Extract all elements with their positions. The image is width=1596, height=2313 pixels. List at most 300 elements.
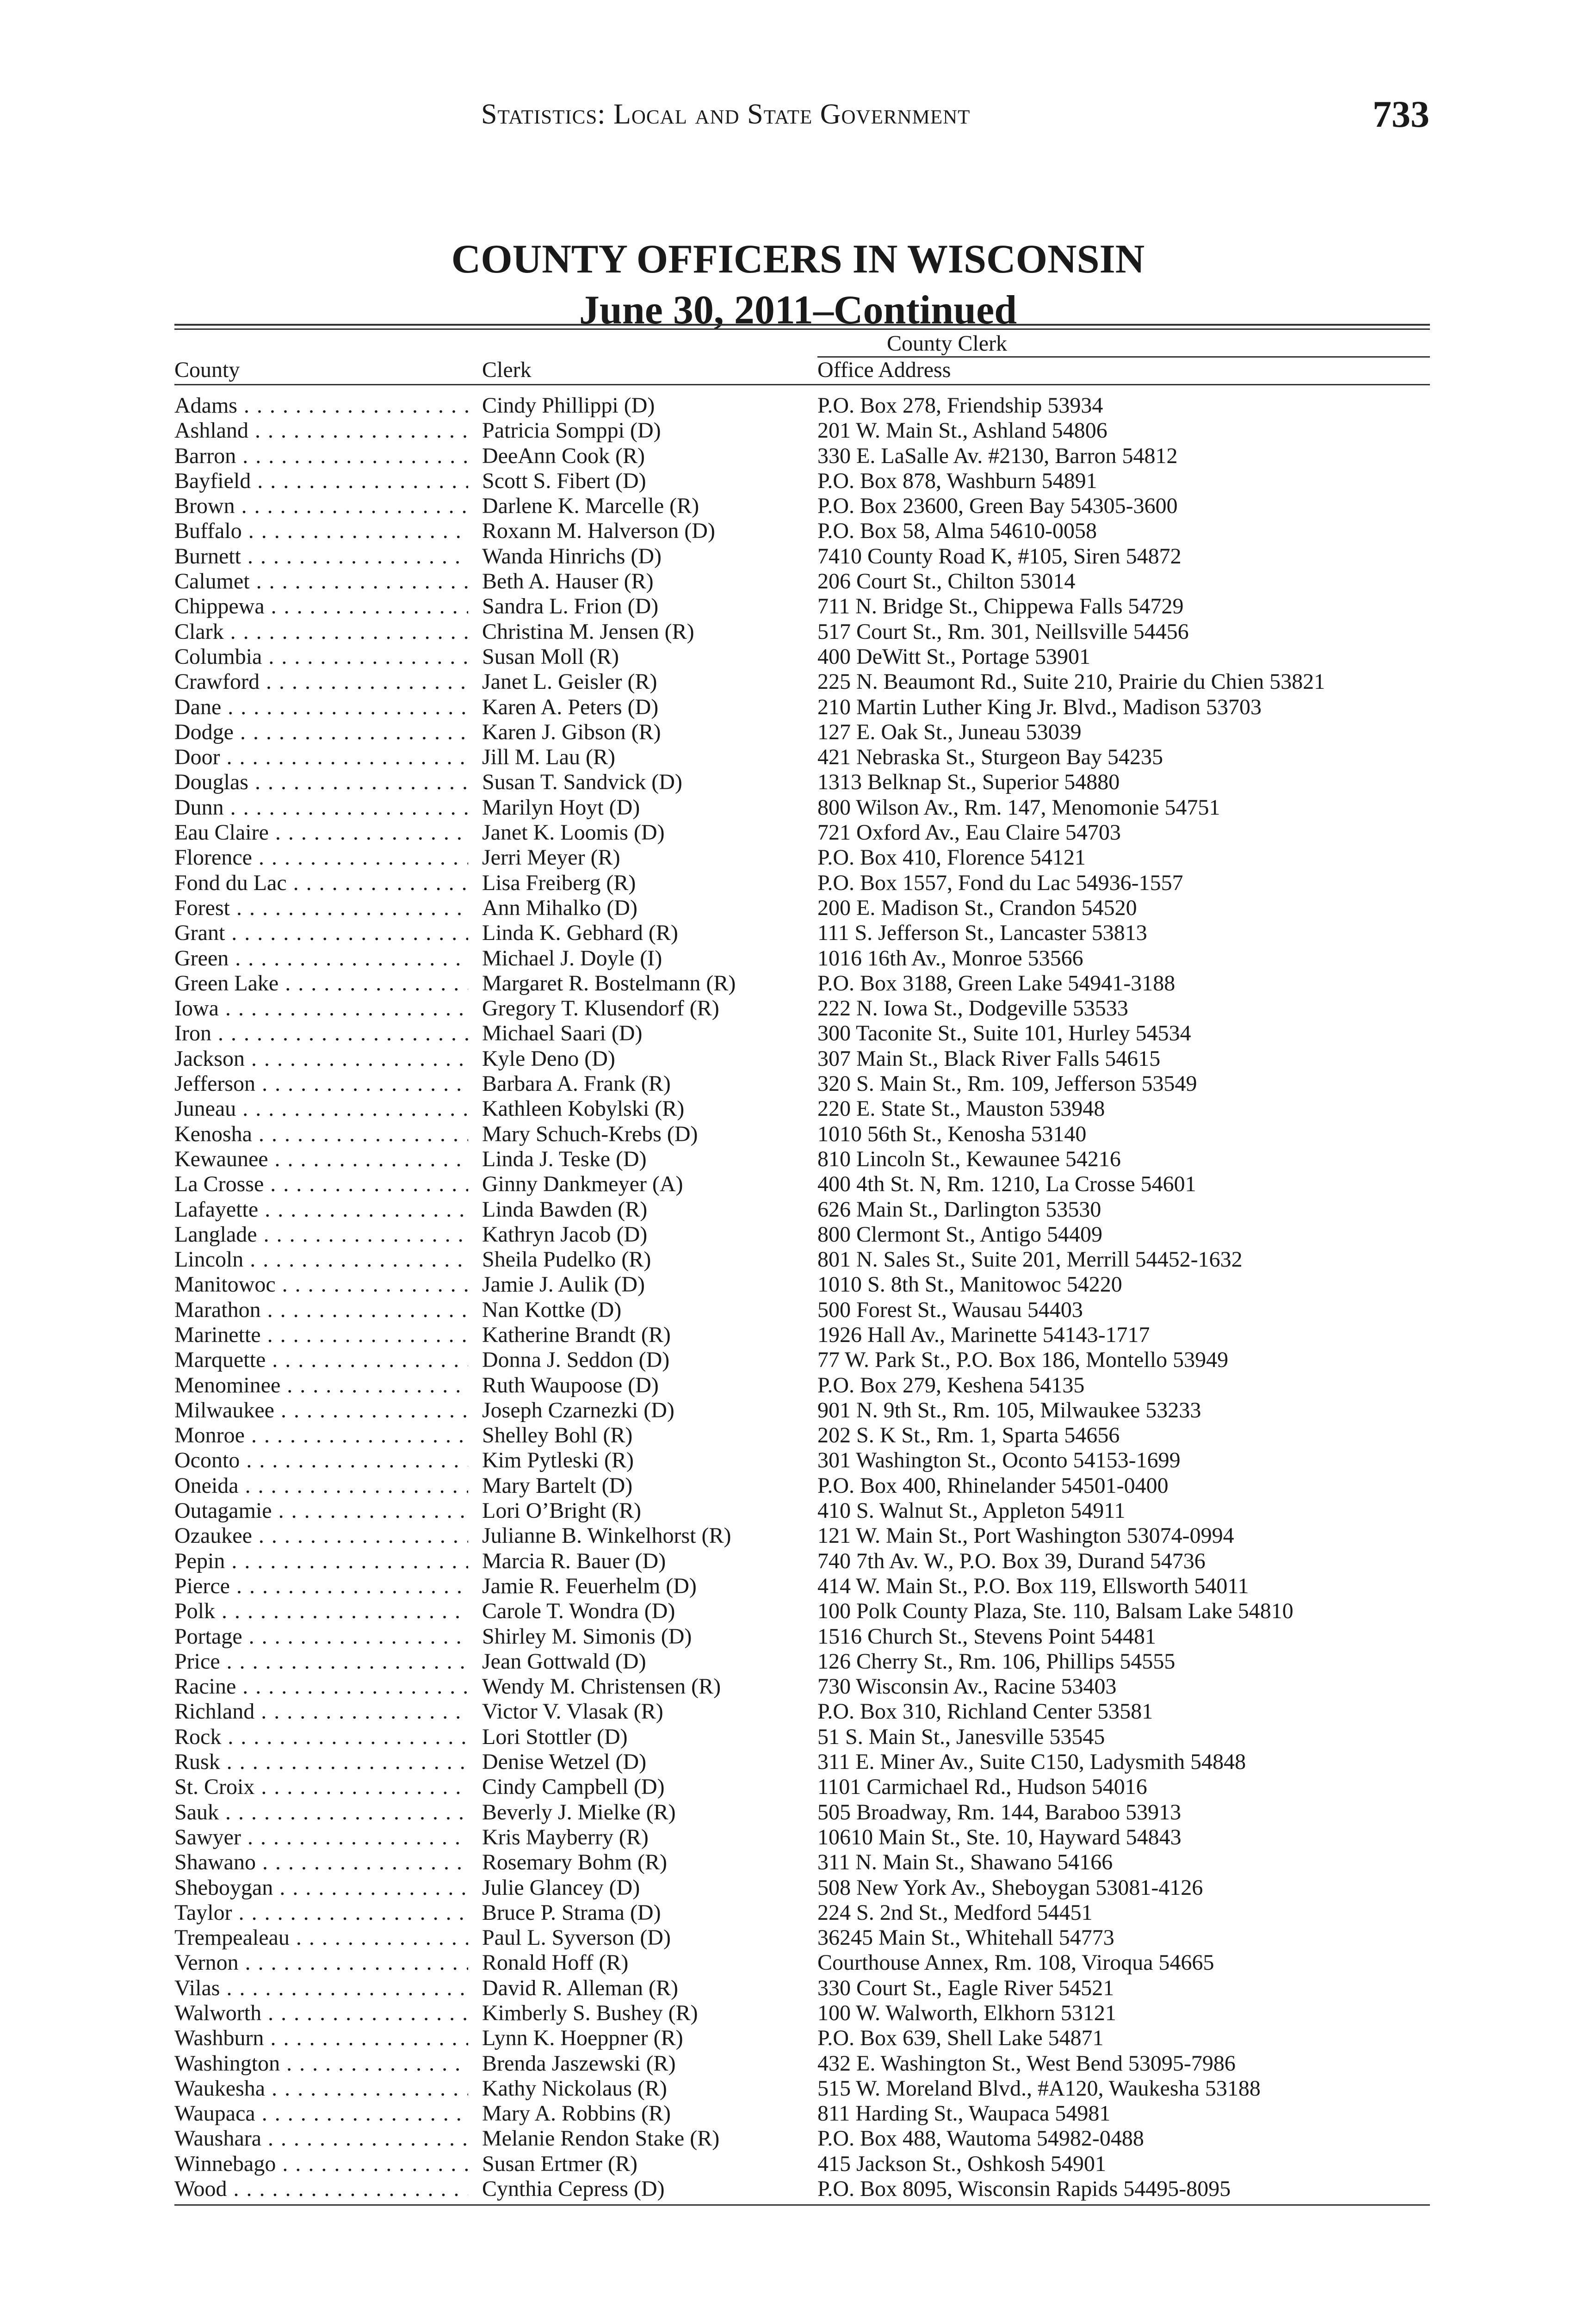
county-cell: Ashland . . .	[174, 418, 468, 443]
office-address-cell: 626 Main St., Darlington 53530	[817, 1197, 1101, 1222]
table-row	[174, 845, 1430, 870]
table-row	[174, 519, 1430, 544]
clerk-cell: Julianne B. Winkelhorst (R)	[482, 1523, 731, 1548]
county-cell: Grant . . .	[174, 921, 468, 946]
office-address-cell: 1516 Church St., Stevens Point 54481	[817, 1624, 1157, 1649]
clerk-cell: Darlene K. Marcelle (R)	[482, 494, 699, 519]
clerk-cell: Ann Mihalko (D)	[482, 895, 637, 920]
office-address-cell: 800 Clermont St., Antigo 54409	[817, 1222, 1103, 1247]
office-address-cell: 1010 S. 8th St., Manitowoc 54220	[817, 1272, 1122, 1297]
table-row	[174, 1373, 1430, 1398]
clerk-cell: Sandra L. Frion (D)	[482, 594, 659, 619]
table-row	[174, 1423, 1430, 1448]
office-address-cell: P.O. Box 410, Florence 54121	[817, 845, 1086, 870]
table-row	[174, 820, 1430, 845]
clerk-cell: Kimberly S. Bushey (R)	[482, 2001, 698, 2025]
table-row	[174, 644, 1430, 669]
clerk-cell: Lori Stottler (D)	[482, 1724, 628, 1749]
county-cell: Richland . . .	[174, 1699, 468, 1724]
county-cell: Dodge . . .	[174, 720, 468, 745]
office-address-cell: 801 N. Sales St., Suite 201, Merrill 54452-1632	[817, 1247, 1243, 1272]
clerk-cell: Ginny Dankmeyer (A)	[482, 1172, 683, 1197]
table-row	[174, 1674, 1430, 1699]
table-row	[174, 1096, 1430, 1121]
table-row	[174, 1021, 1430, 1046]
county-cell: Pierce . . .	[174, 1574, 468, 1599]
county-cell: Wood . . .	[174, 2177, 468, 2202]
clerk-cell: Nan Kottke (D)	[482, 1297, 622, 1322]
county-cell: Eau Claire . . .	[174, 820, 468, 845]
county-cell: Rusk . . .	[174, 1750, 468, 1775]
county-cell: Vilas . . .	[174, 1976, 468, 2001]
county-cell: Iowa . . .	[174, 996, 468, 1021]
county-cell: Jackson . . .	[174, 1046, 468, 1071]
clerk-cell: Jill M. Lau (R)	[482, 745, 615, 770]
county-cell: Juneau . . .	[174, 1096, 468, 1121]
county-cell: Outagamie . . .	[174, 1498, 468, 1523]
county-cell: Price . . .	[174, 1649, 468, 1674]
county-cell: Burnett . . .	[174, 544, 468, 569]
table-row	[174, 1398, 1430, 1423]
county-cell: Racine . . .	[174, 1674, 468, 1699]
office-address-cell: 202 S. K St., Rm. 1, Sparta 54656	[817, 1423, 1120, 1448]
office-address-cell: 330 Court St., Eagle River 54521	[817, 1975, 1114, 2000]
office-address-cell: 730 Wisconsin Av., Racine 53403	[817, 1674, 1117, 1699]
clerk-cell: Linda Bawden (R)	[482, 1197, 648, 1222]
clerk-cell: Lisa Freiberg (R)	[482, 870, 636, 895]
table-row	[174, 1046, 1430, 1071]
county-cell: Walworth . . .	[174, 2001, 468, 2026]
clerk-cell: Jamie J. Aulik (D)	[482, 1272, 645, 1297]
county-cell: Columbia . . .	[174, 644, 468, 669]
header-bottom-rule	[174, 384, 1430, 385]
office-address-cell: 505 Broadway, Rm. 144, Baraboo 53913	[817, 1800, 1182, 1824]
office-address-cell: 127 E. Oak St., Juneau 53039	[817, 719, 1082, 744]
office-address-cell: 100 W. Walworth, Elkhorn 53121	[817, 2001, 1116, 2025]
table-row	[174, 1448, 1430, 1473]
office-address-cell: 320 S. Main St., Rm. 109, Jefferson 53549	[817, 1071, 1197, 1096]
table-row	[174, 971, 1430, 996]
county-cell: Polk . . .	[174, 1599, 468, 1624]
clerk-cell: Karen J. Gibson (R)	[482, 719, 661, 744]
title-block	[0, 234, 1596, 336]
office-address-cell: P.O. Box 3188, Green Lake 54941-3188	[817, 971, 1175, 996]
table-row	[174, 745, 1430, 770]
county-cell: Oneida . . .	[174, 1473, 468, 1498]
clerk-cell: Shelley Bohl (R)	[482, 1423, 633, 1448]
clerk-cell: Kyle Deno (D)	[482, 1046, 615, 1071]
county-cell: Clark . . .	[174, 619, 468, 644]
clerk-cell: Beth A. Hauser (R)	[482, 569, 654, 594]
clerk-cell: Linda K. Gebhard (R)	[482, 921, 678, 946]
clerk-cell: Karen A. Peters (D)	[482, 694, 659, 719]
table-row	[174, 1197, 1430, 1222]
county-cell: Florence . . .	[174, 845, 468, 870]
table-row	[174, 1875, 1430, 1900]
office-address-cell: Courthouse Annex, Rm. 108, Viroqua 54665	[817, 1950, 1214, 1975]
clerk-cell: Donna J. Seddon (D)	[482, 1348, 670, 1373]
table-row	[174, 1850, 1430, 1875]
table-row	[174, 996, 1430, 1021]
office-address-cell: P.O. Box 1557, Fond du Lac 54936-1557	[817, 870, 1183, 895]
table-row	[174, 2152, 1430, 2177]
clerk-cell: Lynn K. Hoeppner (R)	[482, 2026, 683, 2051]
clerk-cell: Katherine Brandt (R)	[482, 1322, 671, 1347]
office-address-cell: 415 Jackson St., Oshkosh 54901	[817, 2151, 1107, 2176]
table-row	[174, 1549, 1430, 1574]
office-address-cell: 210 Martin Luther King Jr. Blvd., Madison 53703	[817, 694, 1262, 719]
table-row	[174, 1222, 1430, 1247]
county-cell: Dunn . . .	[174, 795, 468, 820]
county-cell: Shawano . . .	[174, 1850, 468, 1875]
clerk-cell: Kathryn Jacob (D)	[482, 1222, 648, 1247]
county-cell: Kenosha . . .	[174, 1122, 468, 1147]
county-cell: Washington . . .	[174, 2051, 468, 2076]
clerk-cell: Shirley M. Simonis (D)	[482, 1624, 692, 1649]
clerk-cell: Barbara A. Frank (R)	[482, 1071, 671, 1096]
office-address-cell: 7410 County Road K, #105, Siren 54872	[817, 544, 1182, 569]
county-cell: Jefferson . . .	[174, 1071, 468, 1096]
clerk-cell: Gregory T. Klusendorf (R)	[482, 996, 719, 1021]
clerk-cell: Christina M. Jensen (R)	[482, 619, 694, 644]
office-address-cell: P.O. Box 8095, Wisconsin Rapids 54495-8095	[817, 2177, 1231, 2202]
clerk-cell: Joseph Czarnezki (D)	[482, 1398, 674, 1422]
table-row	[174, 946, 1430, 971]
clerk-cell: Kim Pytleski (R)	[482, 1448, 634, 1473]
clerk-cell: Wendy M. Christensen (R)	[482, 1674, 721, 1699]
county-cell: Iron . . .	[174, 1021, 468, 1046]
county-cell: Calumet . . .	[174, 569, 468, 594]
column-header-office: Office Address	[817, 358, 951, 382]
office-address-cell: P.O. Box 488, Wautoma 54982-0488	[817, 2126, 1144, 2151]
office-address-cell: 400 4th St. N, Rm. 1210, La Crosse 54601	[817, 1172, 1196, 1197]
clerk-cell: Cynthia Cepress (D)	[482, 2177, 665, 2202]
clerk-cell: Kris Mayberry (R)	[482, 1824, 649, 1849]
county-cell: Trempealeau . . .	[174, 1925, 468, 1950]
table-row	[174, 1473, 1430, 1498]
clerk-cell: Marilyn Hoyt (D)	[482, 795, 640, 820]
table-row	[174, 2001, 1430, 2026]
office-address-cell: 1313 Belknap St., Superior 54880	[817, 770, 1120, 795]
clerk-cell: Mary Schuch-Krebs (D)	[482, 1121, 698, 1146]
table-row	[174, 418, 1430, 443]
county-cell: Ozaukee . . .	[174, 1523, 468, 1548]
county-cell: Pepin . . .	[174, 1549, 468, 1574]
county-cell: Lafayette . . .	[174, 1197, 468, 1222]
table-row	[174, 1298, 1430, 1323]
table-row	[174, 1775, 1430, 1800]
table-row	[174, 2076, 1430, 2101]
clerk-cell: Margaret R. Bostelmann (R)	[482, 971, 736, 996]
table-row	[174, 2126, 1430, 2151]
table-row	[174, 695, 1430, 720]
office-address-cell: 517 Court St., Rm. 301, Neillsville 54456	[817, 619, 1189, 644]
office-address-cell: P.O. Box 58, Alma 54610-0058	[817, 519, 1097, 544]
table-row	[174, 871, 1430, 896]
clerk-cell: Kathleen Kobylski (R)	[482, 1096, 685, 1121]
office-address-cell: 222 N. Iowa St., Dodgeville 53533	[817, 996, 1128, 1021]
county-cell: Marinette . . .	[174, 1323, 468, 1348]
county-cell: Buffalo . . .	[174, 519, 468, 544]
clerk-cell: Michael J. Doyle (I)	[482, 946, 662, 971]
office-address-cell: 307 Main St., Black River Falls 54615	[817, 1046, 1161, 1071]
county-cell: Langlade . . .	[174, 1222, 468, 1247]
table-row	[174, 770, 1430, 795]
office-address-cell: 410 S. Walnut St., Appleton 54911	[817, 1498, 1126, 1523]
office-address-cell: 1010 56th St., Kenosha 53140	[817, 1121, 1087, 1146]
clerk-cell: Scott S. Fibert (D)	[482, 468, 646, 493]
table-row	[174, 1599, 1430, 1624]
office-address-cell: 301 Washington St., Oconto 54153-1699	[817, 1448, 1181, 1473]
office-address-cell: P.O. Box 278, Friendship 53934	[817, 393, 1103, 418]
county-cell: Marathon . . .	[174, 1298, 468, 1323]
clerk-cell: Julie Glancey (D)	[482, 1875, 640, 1900]
county-cell: Green Lake . . .	[174, 971, 468, 996]
clerk-cell: Wanda Hinrichs (D)	[482, 544, 662, 569]
county-cell: Menominee . . .	[174, 1373, 468, 1398]
county-cell: Oconto . . .	[174, 1448, 468, 1473]
office-address-cell: 330 E. LaSalle Av. #2130, Barron 54812	[817, 443, 1178, 468]
office-address-cell: P.O. Box 310, Richland Center 53581	[817, 1699, 1153, 1724]
county-cell: Monroe . . .	[174, 1423, 468, 1448]
clerk-cell: Jean Gottwald (D)	[482, 1649, 646, 1674]
county-cell: Douglas . . .	[174, 770, 468, 795]
office-address-cell: 1016 16th Av., Monroe 53566	[817, 946, 1083, 971]
clerk-cell: Victor V. Vlasak (R)	[482, 1699, 663, 1724]
county-cell: Waukesha . . .	[174, 2076, 468, 2101]
county-cell: Portage . . .	[174, 1624, 468, 1649]
table-row	[174, 2101, 1430, 2126]
table-row	[174, 1950, 1430, 1975]
clerk-cell: Michael Saari (D)	[482, 1021, 643, 1046]
table-row	[174, 1800, 1430, 1825]
clerk-cell: Janet K. Loomis (D)	[482, 820, 665, 845]
clerk-cell: Rosemary Bohm (R)	[482, 1850, 667, 1875]
table-row	[174, 1925, 1430, 1950]
page-number: 733	[1373, 93, 1429, 135]
table-row	[174, 1523, 1430, 1548]
office-address-cell: 800 Wilson Av., Rm. 147, Menomonie 54751	[817, 795, 1220, 820]
clerk-cell: Roxann M. Halverson (D)	[482, 519, 715, 544]
clerk-cell: Denise Wetzel (D)	[482, 1750, 647, 1775]
table-row	[174, 2026, 1430, 2051]
office-address-cell: 508 New York Av., Sheboygan 53081-4126	[817, 1875, 1203, 1900]
office-address-cell: 220 E. State St., Mauston 53948	[817, 1096, 1105, 1121]
running-head: Statistics: Local and State Government	[481, 99, 971, 130]
column-header-clerk: Clerk	[482, 358, 532, 382]
clerk-cell: DeeAnn Cook (R)	[482, 443, 645, 468]
office-address-cell: 200 E. Madison St., Crandon 54520	[817, 895, 1137, 920]
office-address-cell: 121 W. Main St., Port Washington 53074-0994	[817, 1523, 1234, 1548]
clerk-cell: Jerri Meyer (R)	[482, 845, 620, 870]
county-cell: Winnebago . . .	[174, 2152, 468, 2177]
office-address-cell: 100 Polk County Plaza, Ste. 110, Balsam Lake 54810	[817, 1599, 1293, 1624]
office-address-cell: P.O. Box 639, Shell Lake 54871	[817, 2026, 1104, 2051]
county-cell: Milwaukee . . .	[174, 1398, 468, 1423]
clerk-cell: Beverly J. Mielke (R)	[482, 1800, 676, 1824]
county-cell: Adams . . .	[174, 393, 468, 418]
table-row	[174, 444, 1430, 469]
clerk-cell: Sheila Pudelko (R)	[482, 1247, 651, 1272]
office-address-cell: P.O. Box 878, Washburn 54891	[817, 468, 1097, 493]
page-title: COUNTY OFFICERS IN WISCONSIN	[451, 237, 1145, 282]
table-top-rule	[174, 324, 1430, 326]
clerk-cell: Linda J. Teske (D)	[482, 1146, 647, 1171]
table-row	[174, 795, 1430, 820]
office-address-cell: 206 Court St., Chilton 53014	[817, 569, 1076, 594]
table-row	[174, 1498, 1430, 1523]
county-cell: Chippewa . . .	[174, 594, 468, 619]
county-cell: Forest . . .	[174, 896, 468, 921]
county-cell: Fond du Lac . . .	[174, 871, 468, 896]
clerk-cell: Bruce P. Strama (D)	[482, 1900, 661, 1925]
county-cell: Sheboygan . . .	[174, 1875, 468, 1900]
county-cell: Taylor . . .	[174, 1900, 468, 1925]
clerk-cell: Kathy Nickolaus (R)	[482, 2076, 667, 2101]
clerk-cell: Mary A. Robbins (R)	[482, 2101, 671, 2126]
office-address-cell: 500 Forest St., Wausau 54403	[817, 1297, 1083, 1322]
table-row	[174, 1247, 1430, 1272]
table-row	[174, 669, 1430, 694]
office-address-cell: 77 W. Park St., P.O. Box 186, Montello 53949	[817, 1348, 1229, 1373]
office-address-cell: 1101 Carmichael Rd., Hudson 54016	[817, 1775, 1147, 1800]
county-cell: Marquette . . .	[174, 1348, 468, 1373]
office-address-cell: 111 S. Jefferson St., Lancaster 53813	[817, 921, 1147, 946]
county-table-body	[174, 393, 1430, 2202]
column-header-county: County	[174, 358, 240, 382]
table-row	[174, 1649, 1430, 1674]
clerk-cell: Lori O’Bright (R)	[482, 1498, 641, 1523]
office-address-cell: 36245 Main St., Whitehall 54773	[817, 1925, 1114, 1950]
office-address-cell: 432 E. Washington St., West Bend 53095-7986	[817, 2051, 1236, 2076]
table-row	[174, 594, 1430, 619]
table-row	[174, 1172, 1430, 1197]
county-cell: Vernon . . .	[174, 1950, 468, 1975]
clerk-cell: Susan Moll (R)	[482, 644, 619, 669]
office-address-cell: 225 N. Beaumont Rd., Suite 210, Prairie du Chien 53821	[817, 669, 1325, 694]
county-cell: Manitowoc . . .	[174, 1272, 468, 1297]
table-row	[174, 2051, 1430, 2076]
county-cell: Rock . . .	[174, 1725, 468, 1750]
office-address-cell: 201 W. Main St., Ashland 54806	[817, 418, 1107, 443]
table-row	[174, 1574, 1430, 1599]
county-cell: Kewaunee . . .	[174, 1147, 468, 1172]
table-row	[174, 1976, 1430, 2001]
county-cell: Door . . .	[174, 745, 468, 770]
table-row	[174, 1272, 1430, 1297]
county-cell: Green . . .	[174, 946, 468, 971]
office-address-cell: 811 Harding St., Waupaca 54981	[817, 2101, 1111, 2126]
clerk-cell: Melanie Rendon Stake (R)	[482, 2126, 720, 2151]
office-address-cell: P.O. Box 400, Rhinelander 54501-0400	[817, 1473, 1169, 1498]
clerk-cell: Carole T. Wondra (D)	[482, 1599, 675, 1624]
county-cell: St. Croix . . .	[174, 1775, 468, 1800]
office-address-cell: 740 7th Av. W., P.O. Box 39, Durand 54736	[817, 1548, 1206, 1573]
county-cell: Bayfield . . .	[174, 469, 468, 494]
table-row	[174, 2177, 1430, 2202]
clerk-cell: Marcia R. Bauer (D)	[482, 1548, 666, 1573]
table-row	[174, 569, 1430, 594]
office-address-cell: 901 N. 9th St., Rm. 105, Milwaukee 53233	[817, 1398, 1201, 1422]
clerk-cell: Ruth Waupoose (D)	[482, 1373, 659, 1398]
clerk-cell: David R. Alleman (R)	[482, 1975, 678, 2000]
county-cell: Sauk . . .	[174, 1800, 468, 1825]
office-address-cell: 224 S. 2nd St., Medford 54451	[817, 1900, 1093, 1925]
table-row	[174, 1624, 1430, 1649]
office-address-cell: 711 N. Bridge St., Chippewa Falls 54729	[817, 594, 1184, 619]
clerk-cell: Ronald Hoff (R)	[482, 1950, 629, 1975]
office-address-cell: 10610 Main St., Ste. 10, Hayward 54843	[817, 1824, 1182, 1849]
county-cell: La Crosse . . .	[174, 1172, 468, 1197]
county-cell: Waushara . . .	[174, 2126, 468, 2151]
county-cell: Waupaca . . .	[174, 2101, 468, 2126]
table-row	[174, 1699, 1430, 1724]
office-address-cell: 51 S. Main St., Janesville 53545	[817, 1724, 1105, 1749]
office-address-cell: 126 Cherry St., Rm. 106, Phillips 54555	[817, 1649, 1175, 1674]
office-address-cell: 810 Lincoln St., Kewaunee 54216	[817, 1146, 1121, 1171]
clerk-cell: Janet L. Geisler (R)	[482, 669, 657, 694]
office-address-cell: 414 W. Main St., P.O. Box 119, Ellsworth 54011	[817, 1573, 1249, 1598]
table-row	[174, 1147, 1430, 1172]
clerk-cell: Brenda Jaszewski (R)	[482, 2051, 676, 2076]
county-cell: Crawford . . .	[174, 669, 468, 694]
table-row	[174, 1348, 1430, 1373]
clerk-cell: Susan Ertmer (R)	[482, 2151, 637, 2176]
office-address-cell: P.O. Box 279, Keshena 54135	[817, 1373, 1085, 1398]
office-address-cell: 311 N. Main St., Shawano 54166	[817, 1850, 1113, 1875]
table-top-rule-2	[174, 328, 1430, 330]
clerk-cell: Cindy Campbell (D)	[482, 1775, 665, 1800]
table-bottom-rule	[174, 2204, 1430, 2206]
clerk-cell: Patricia Somppi (D)	[482, 418, 661, 443]
office-address-cell: 300 Taconite St., Suite 101, Hurley 54534	[817, 1021, 1191, 1046]
table-row	[174, 896, 1430, 921]
clerk-cell: Susan T. Sandvick (D)	[482, 770, 682, 795]
clerk-cell: Mary Bartelt (D)	[482, 1473, 633, 1498]
table-row	[174, 469, 1430, 494]
office-address-cell: 311 E. Miner Av., Suite C150, Ladysmith 54848	[817, 1750, 1246, 1775]
table-row	[174, 1725, 1430, 1750]
table-row	[174, 1071, 1430, 1096]
office-address-cell: 421 Nebraska St., Sturgeon Bay 54235	[817, 745, 1163, 770]
table-row	[174, 1900, 1430, 1925]
office-address-cell: P.O. Box 23600, Green Bay 54305-3600	[817, 494, 1178, 519]
table-row	[174, 544, 1430, 569]
clerk-cell: Jamie R. Feuerhelm (D)	[482, 1573, 697, 1598]
column-group-county-clerk: County Clerk	[887, 331, 1007, 356]
table-row	[174, 619, 1430, 644]
clerk-cell: Paul L. Syverson (D)	[482, 1925, 671, 1950]
office-address-cell: 515 W. Moreland Blvd., #A120, Waukesha 53188	[817, 2076, 1261, 2101]
table-row	[174, 494, 1430, 519]
table-row	[174, 1323, 1430, 1348]
clerk-cell: Cindy Phillippi (D)	[482, 393, 655, 418]
table-row	[174, 1750, 1430, 1775]
county-cell: Brown . . .	[174, 494, 468, 519]
table-row	[174, 1122, 1430, 1147]
county-cell: Dane . . .	[174, 695, 468, 720]
county-cell: Washburn . . .	[174, 2026, 468, 2051]
table-row	[174, 393, 1430, 418]
office-address-cell: 400 DeWitt St., Portage 53901	[817, 644, 1091, 669]
county-cell: Sawyer . . .	[174, 1825, 468, 1850]
table-row	[174, 921, 1430, 946]
page-subtitle: June 30, 2011–Continued	[579, 288, 1017, 333]
table-row	[174, 720, 1430, 745]
table-row	[174, 1825, 1430, 1850]
office-address-cell: 1926 Hall Av., Marinette 54143-1717	[817, 1322, 1150, 1347]
county-cell: Lincoln . . .	[174, 1247, 468, 1272]
